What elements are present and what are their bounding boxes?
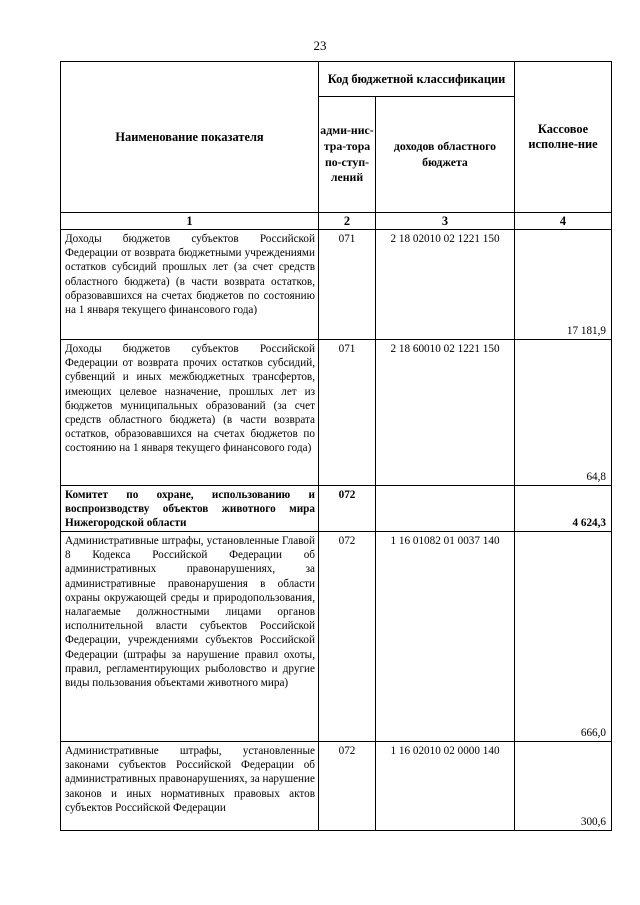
header-income-code: доходов областного бюджета (376, 97, 515, 213)
row-budget-code: 1 16 02010 02 0000 140 (376, 742, 515, 831)
header-cash-execution: Кассовое исполне-ние (515, 62, 612, 213)
table-row (61, 742, 612, 831)
row-admin-code: 071 (319, 340, 376, 486)
row-amount: 4 624,3 (515, 486, 612, 532)
row-admin-code: 072 (319, 486, 376, 532)
header-admin-code: адми-нис-тра-тора по-ступ-лений (319, 97, 376, 213)
header-indicator-name: Наименование показателя (61, 62, 319, 213)
row-admin-code: 072 (319, 742, 376, 831)
row-budget-code: 2 18 02010 02 1221 150 (376, 230, 515, 340)
row-budget-code: 2 18 60010 02 1221 150 (376, 340, 515, 486)
page-number: 23 (313, 38, 327, 53)
table-row (61, 340, 612, 486)
row-name: Административные штрафы, установленные законами субъектов Российской Федерации об административных правонарушениях, за нарушение законов и иных нормативных правовых актов субъектов Российской Федерации (61, 742, 319, 831)
row-name: Доходы бюджетов субъектов Российской Федерации от возврата бюджетными учреждениями остатков субсидий прошлых лет (за счет средств областного бюджета) (в части возврата остатков, образовавшихся на счетах бюджетов по состоянию на 1 января текущего финансового года) (61, 230, 319, 340)
table-row (61, 230, 612, 340)
column-number: 2 (319, 213, 376, 230)
column-number: 3 (376, 213, 515, 230)
row-admin-code: 072 (319, 532, 376, 742)
column-number: 4 (515, 213, 612, 230)
row-budget-code: 1 16 01082 01 0037 140 (376, 532, 515, 742)
table-row (61, 486, 612, 532)
row-amount: 64,8 (515, 340, 612, 486)
row-name: Комитет по охране, использованию и воспроизводству объектов животного мира Нижегородской области (61, 486, 319, 532)
row-admin-code: 071 (319, 230, 376, 340)
column-number: 1 (61, 213, 319, 230)
row-budget-code (376, 486, 515, 532)
budget-revenue-table (60, 61, 612, 831)
header-budget-code-group: Код бюджетной классификации (319, 62, 515, 97)
row-amount: 17 181,9 (515, 230, 612, 340)
row-amount: 666,0 (515, 532, 612, 742)
table-row (61, 532, 612, 742)
row-name: Административные штрафы, установленные Главой 8 Кодекса Российской Федерации об административных правонарушениях, за административные правонарушения в области охраны окружающей среды и природопользования, налагаемые должностными лицами органов исполнительной власти субъектов Российской Федерации, учреждениями субъектов Российской Федерации (штрафы за нарушение правил охоты, правил, регламентирующих рыболовство и другие виды пользования объектами животного мира) (61, 532, 319, 742)
row-name: Доходы бюджетов субъектов Российской Федерации от возврата прочих остатков субсидий, субвенций и иных межбюджетных трансфертов, имеющих целевое назначение, прошлых лет из бюджетов муниципальных образований (за счет средств областного бюджета) (в части возврата остатков, образовавшихся на счетах бюджетов по состоянию на 1 января текущего финансового года) (61, 340, 319, 486)
row-amount: 300,6 (515, 742, 612, 831)
